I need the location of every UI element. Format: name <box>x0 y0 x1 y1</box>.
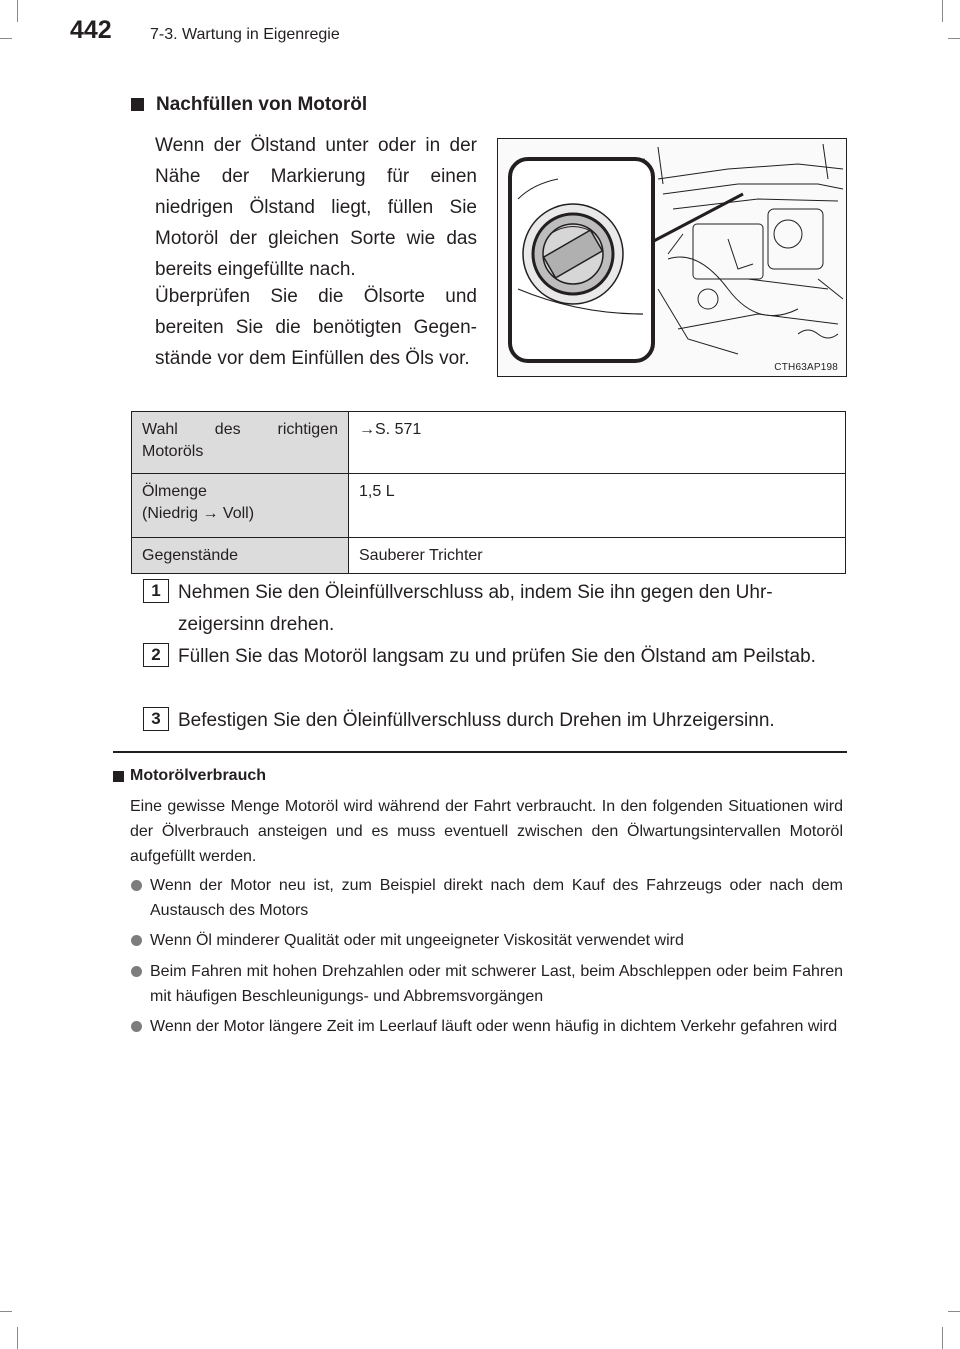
bullet-item: Beim Fahren mit hohen Drehzahlen oder mit schwerer Last, beim Abschleppen oder beim Fahren mit häufigen Beschleunigungs- und Abbremsvorgängen <box>150 963 843 1005</box>
info-section-title: Motorölverbrauch <box>130 767 267 784</box>
step-number-badge: 3 <box>143 707 169 731</box>
step-number-badge: 1 <box>143 579 169 603</box>
bullet-dot-icon <box>131 880 142 891</box>
preparation-paragraph: Überprüfen Sie die Ölsorte und bereiten Sie die benötigten Gegenstände vor dem Einfüllen des Öls vor. <box>155 286 477 369</box>
crop-mark <box>0 38 12 39</box>
section-square-icon <box>113 771 124 782</box>
chapter-title: 7-3. Wartung in Eigenregie <box>150 26 340 43</box>
table-row <box>132 474 846 538</box>
crop-mark <box>948 38 960 39</box>
crop-mark <box>942 0 943 22</box>
figure-code: CTH63AP198 <box>774 362 838 373</box>
table-label-cell <box>132 412 349 474</box>
oil-requirements-table <box>131 411 846 574</box>
section-square-icon <box>131 98 144 111</box>
table-label-cell: Gegenstände <box>132 538 349 574</box>
table-row <box>132 538 846 574</box>
crop-mark <box>948 1311 960 1312</box>
crop-mark <box>942 1327 943 1349</box>
bullet-item: Wenn Öl minderer Qualität oder mit ungeeigneter Viskosität verwendet wird <box>150 932 684 949</box>
table-value-cell: →S. 571 <box>349 412 846 474</box>
crop-mark <box>17 0 18 22</box>
table-value-cell: Sauberer Trichter <box>349 538 846 574</box>
bullet-dot-icon <box>131 966 142 977</box>
table-label-line: Ölmenge <box>142 483 207 500</box>
engine-oil-cap-illustration <box>497 138 847 377</box>
bullet-item: Wenn der Motor längere Zeit im Leerlauf läuft oder wenn häufig in dichtem Verkehr gefahren wird <box>150 1018 838 1035</box>
crop-mark <box>0 1311 12 1312</box>
bullet-dot-icon <box>131 935 142 946</box>
engine-bay-drawing <box>498 139 846 376</box>
crop-mark <box>17 1327 18 1349</box>
page-number: 442 <box>70 16 112 44</box>
table-label-line: Motoröls <box>142 443 204 460</box>
table-label-cell <box>132 474 349 538</box>
bullet-item: Wenn der Motor neu ist, zum Beispiel direkt nach dem Kauf des Fahrzeugs oder nach dem Austausch des Motors <box>150 877 843 919</box>
table-label-line: (Niedrig → Voll) <box>142 505 255 522</box>
step-number-badge: 2 <box>143 643 169 667</box>
info-section-body: Eine gewisse Menge Motoröl wird während der Fahrt verbraucht. In den folgenden Situationen wird der Ölverbrauch ansteigen und es muss eventuell zwischen den Ölwartungsintervallen Motoröl aufgefüllt werden. <box>130 798 843 865</box>
table-label-line: Wahl des richtigen <box>142 421 338 438</box>
table-row <box>132 412 846 474</box>
table-value-cell: 1,5 L <box>349 474 846 538</box>
step-text: Nehmen Sie den Öleinfüllverschluss ab, indem Sie ihn gegen den Uhrzeigersinn drehen. <box>178 582 773 635</box>
intro-paragraph: Wenn der Ölstand unter oder in der Nähe der Markierung für einen niedrigen Ölstand liegt, füllen Sie Motoröl der gleichen Sorte wie das bereits eingefüllte nach. <box>155 135 477 280</box>
step-text: Befestigen Sie den Öleinfüllverschluss durch Drehen im Uhrzeigersinn. <box>178 710 775 731</box>
section-title: Nachfüllen von Motoröl <box>156 94 368 115</box>
section-divider <box>113 751 847 753</box>
bullet-dot-icon <box>131 1021 142 1032</box>
step-text: Füllen Sie das Motoröl langsam zu und prüfen Sie den Ölstand am Peilstab. <box>178 646 816 667</box>
